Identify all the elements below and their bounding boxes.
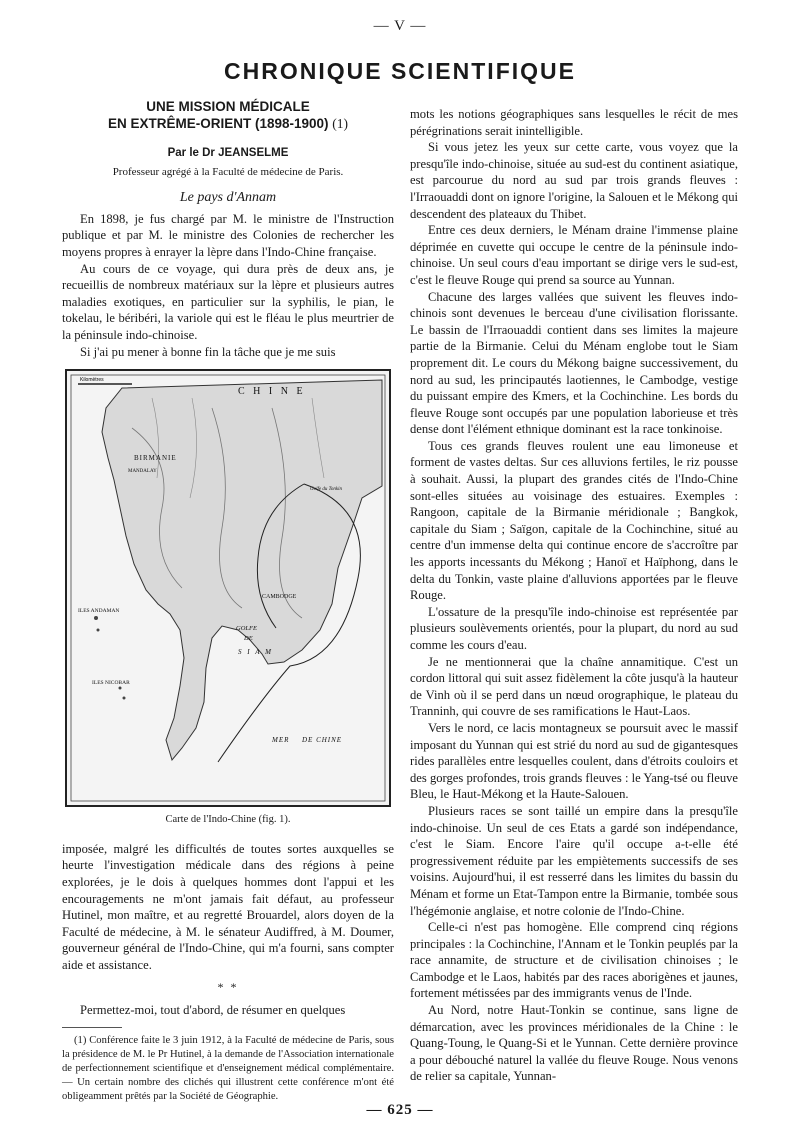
map-label-siam: S I A M <box>238 648 273 657</box>
page-folio-bottom: — 625 — <box>366 1102 434 1118</box>
footnote-text: (1) Conférence faite le 3 juin 1912, à la Faculté de médecine de Paris, sous la présidence de M. le Pr Hutinel, à la demande de l'Association internationale de perfectionnement scientifique et d'enseignement médical complémentaire. — Un certain nombre des clichés qui illustrent cette conférence m'ont été obligeamment prêtés par la Société de Géographie. <box>62 1034 394 1102</box>
paragraph: mots les notions géographiques sans lesquelles le récit de mes pérégrinations serait inintelligible. <box>410 107 738 138</box>
paragraph: Si j'ai pu mener à bonne fin la tâche que je me suis <box>80 344 336 359</box>
article-subhead: Le pays d'Annam <box>179 190 277 206</box>
footnote <box>62 1034 394 1104</box>
map-scale-label: Kilomètres <box>80 377 104 384</box>
paragraph: Permettez-moi, tout d'abord, de résumer en quelques <box>80 1003 346 1018</box>
paragraph: Si vous jetez les yeux sur cette carte, vous voyez que la presqu'île indo-chinoise, située au sud-est du continent asiatique, est parcourue du nord au sud par trois grands fleuves : l'Irraouaddi dont on ignore l'origine, la Salouen et le Mékong qui descendent des plateaux du Thibet. <box>410 140 738 221</box>
article-title-line2: EN EXTRÊME-ORIENT (1898-1900) <box>107 116 329 131</box>
paragraph: Au Nord, notre Haut-Tonkin se continue, sans ligne de démarcation, avec les provinces méridionales de la Chine : le Quang-Toung, le Quang-Si et le Yunnan. Cette dernière province a pour débouché naturel la vallée du fleuve Rouge. Nous venons de relier sa capitale, Yunnan- <box>410 1003 738 1084</box>
andaman-island <box>97 629 100 632</box>
map-label-golfe: GOLFE <box>236 625 257 633</box>
article-byline: Par le Dr JEANSELME <box>167 147 289 159</box>
indochina-map <box>62 368 394 808</box>
paragraph: Celle-ci n'est pas homogène. Elle comprend cinq régions principales : la Cochinchine, l'Annam et le Tonkin peuplés par la race annamite, de structure et de civilisation chinoises ; le Cambodge et le Laos, habités par des races aborigènes et jaunes, fortement métissées par des immigrants venus de l'Inde. <box>410 920 738 1001</box>
andaman-island <box>94 616 98 620</box>
paragraph: Vers le nord, ce lacis montagneux se poursuit avec le massif imposant du Yunnan qui est strié du nord au sud de gigantesques rides parallèles entre lesquelles coulent, dans d'étroits couloirs et des gorges profondes, trois grands fleuves : le Yang-tsé ou fleuve Bleu, le Haut-Mékong et la Haute-Salouen. <box>410 720 738 802</box>
paragraph: imposée, malgré les difficultés de toutes sortes auxquelles se heurte l'investigation médicale dans des régions à peine explorées, je le dois à quelques hommes dont l'appui et les encouragements ne m'ont jamais fait défaut, au professeur Hutinel, mon maître, et au regretté Brouardel, alors doyen de la Faculté de médecine, à M. le sénateur Audiffred, à M. Doumer, gouverneur général de l'Indo-Chine, qui m'a fourni, sans compter aide et assistance. <box>62 841 394 972</box>
map-caption: Carte de l'Indo-Chine (fig. 1). <box>165 814 291 826</box>
nicobar-island <box>123 697 126 700</box>
section-title: CHRONIQUE SCIENTIFIQUE <box>224 58 576 84</box>
map-label-cambodge: CAMBODGE <box>262 594 297 601</box>
paragraph: Entre ces deux derniers, le Ménam draine l'immense plaine déprimée en cuvette qui occupe le centre de la péninsule indo-chinoise. Un seul cours d'eau important se dirige vers le sud-est, c'est le fleuve Rouge qui prend sa source au Yunnan. <box>410 223 738 287</box>
paragraph: Tous ces grands fleuves roulent une eau limoneuse et forment de vastes deltas. Sur ces alluvions fertiles, le riz pousse à souhait. Aussi, la plupart des grandes cités de l'Indo-Chine sont-elles situées au voisinage des estuaires. Exemples : Rangoon, capitale de la Birmanie méridionale ; Bangkok, capitale du Siam ; Saïgon, capitale de la Cochinchine, situé au centre d'un immense delta qui continue encore de s'accroître par les apports incessants du Mékong ; Hanoï et Haïphong, dans le delta du Tonkin, vaste plaine d'alluvions apportées par le fleuve Rouge. <box>410 438 738 603</box>
nicobar-island <box>119 687 122 690</box>
article-title <box>62 98 394 132</box>
footnote-rule <box>62 1027 122 1028</box>
paragraph: L'ossature de la presqu'île indo-chinoise est représentée par plusieurs soulèvements orientés, pour la plupart, du nord au sud comme les cours d'eau. <box>410 604 738 652</box>
map-label-birmanie: BIRMANIE <box>134 454 177 463</box>
map-label-nicobar: ILES NICOBAR <box>92 680 130 687</box>
map-label-de-chine: DE CHINE <box>302 736 343 745</box>
map-label-de: DE <box>244 635 253 643</box>
paragraph: Chacune des larges vallées que suivent les fleuves indo-chinois sont devenues le berceau d'une civilisation florissante. Le bassin de l'Irraouaddi contient dans ses limites la majeure partie de la Birmanie. Celui du Ménam englobe tout le Siam proprement dit. Le cours du Mékong baigne successivement, du nord au sud, les principautés laotiennes, le Cambodge, vestige du puissant empire des Kmers, et la Cochinchine. Les bords du fleuve Rouge sont occupés par une population laborieuse et très dense dont l'élément ethnique dominant est la race tonkinoise. <box>410 289 738 437</box>
indochina-map-figure <box>62 368 394 808</box>
author-affiliation: Professeur agrégé à la Faculté de médecine de Paris. <box>112 165 344 178</box>
article-title-note: (1) <box>332 116 349 131</box>
left-column <box>62 98 394 1104</box>
page-folio-top: — V — <box>373 18 427 34</box>
map-label-golfe-tonkin: Golfe du Tonkin <box>310 487 343 493</box>
paragraph: En 1898, je fus chargé par M. le ministre de l'Instruction publique et par M. le ministre des Colonies de rechercher les moyens propres à enrayer la lèpre dans l'Indo-Chine française. <box>62 211 394 259</box>
section-break-stars: * * <box>217 980 239 995</box>
map-label-mandalay: MANDALAY <box>128 469 157 475</box>
paragraph: Plusieurs races se sont taillé un empire dans la presqu'île indo-chinoise. Un seul de ces Etats a gardé son indépendance, c'est le Siam. Encore l'aire qu'il occupe a-t-elle été progressivement réduite par les empiètements successifs de ses voisins. Aujourd'hui, il est resserré dans les limites du bassin du Ménam et forme un Etat-Tampon entre la Birmanie, tombée sous l'hégémonie anglaise, et notre colonie de l'Indo-Chine. <box>410 803 738 918</box>
right-column <box>410 106 738 1085</box>
map-label-andaman: ILES ANDAMAN <box>78 608 120 615</box>
map-label-chine: C H I N E <box>238 386 306 398</box>
article-title-line1: UNE MISSION MÉDICALE <box>146 99 310 114</box>
map-label-mer: MER <box>272 736 290 745</box>
paragraph: Je ne mentionnerai que la chaîne annamitique. C'est un cordon littoral qui suit assez fidèlement la côte jusqu'à la hauteur de Vinh où il se perd dans un nœud orographique, le plateau du Tranninh, qui couvre de ses ramifications le Haut-Laos. <box>410 654 738 719</box>
paragraph: Au cours de ce voyage, qui dura près de deux ans, je recueillis de nombreux matériaux sur la lèpre et plusieurs autres maladies exotiques, en particulier sur la syphilis, le pian, le tokelau, le béribéri, la variole qui est le fléau le plus meurtrier de la péninsule indo-chinoise. <box>62 261 394 342</box>
